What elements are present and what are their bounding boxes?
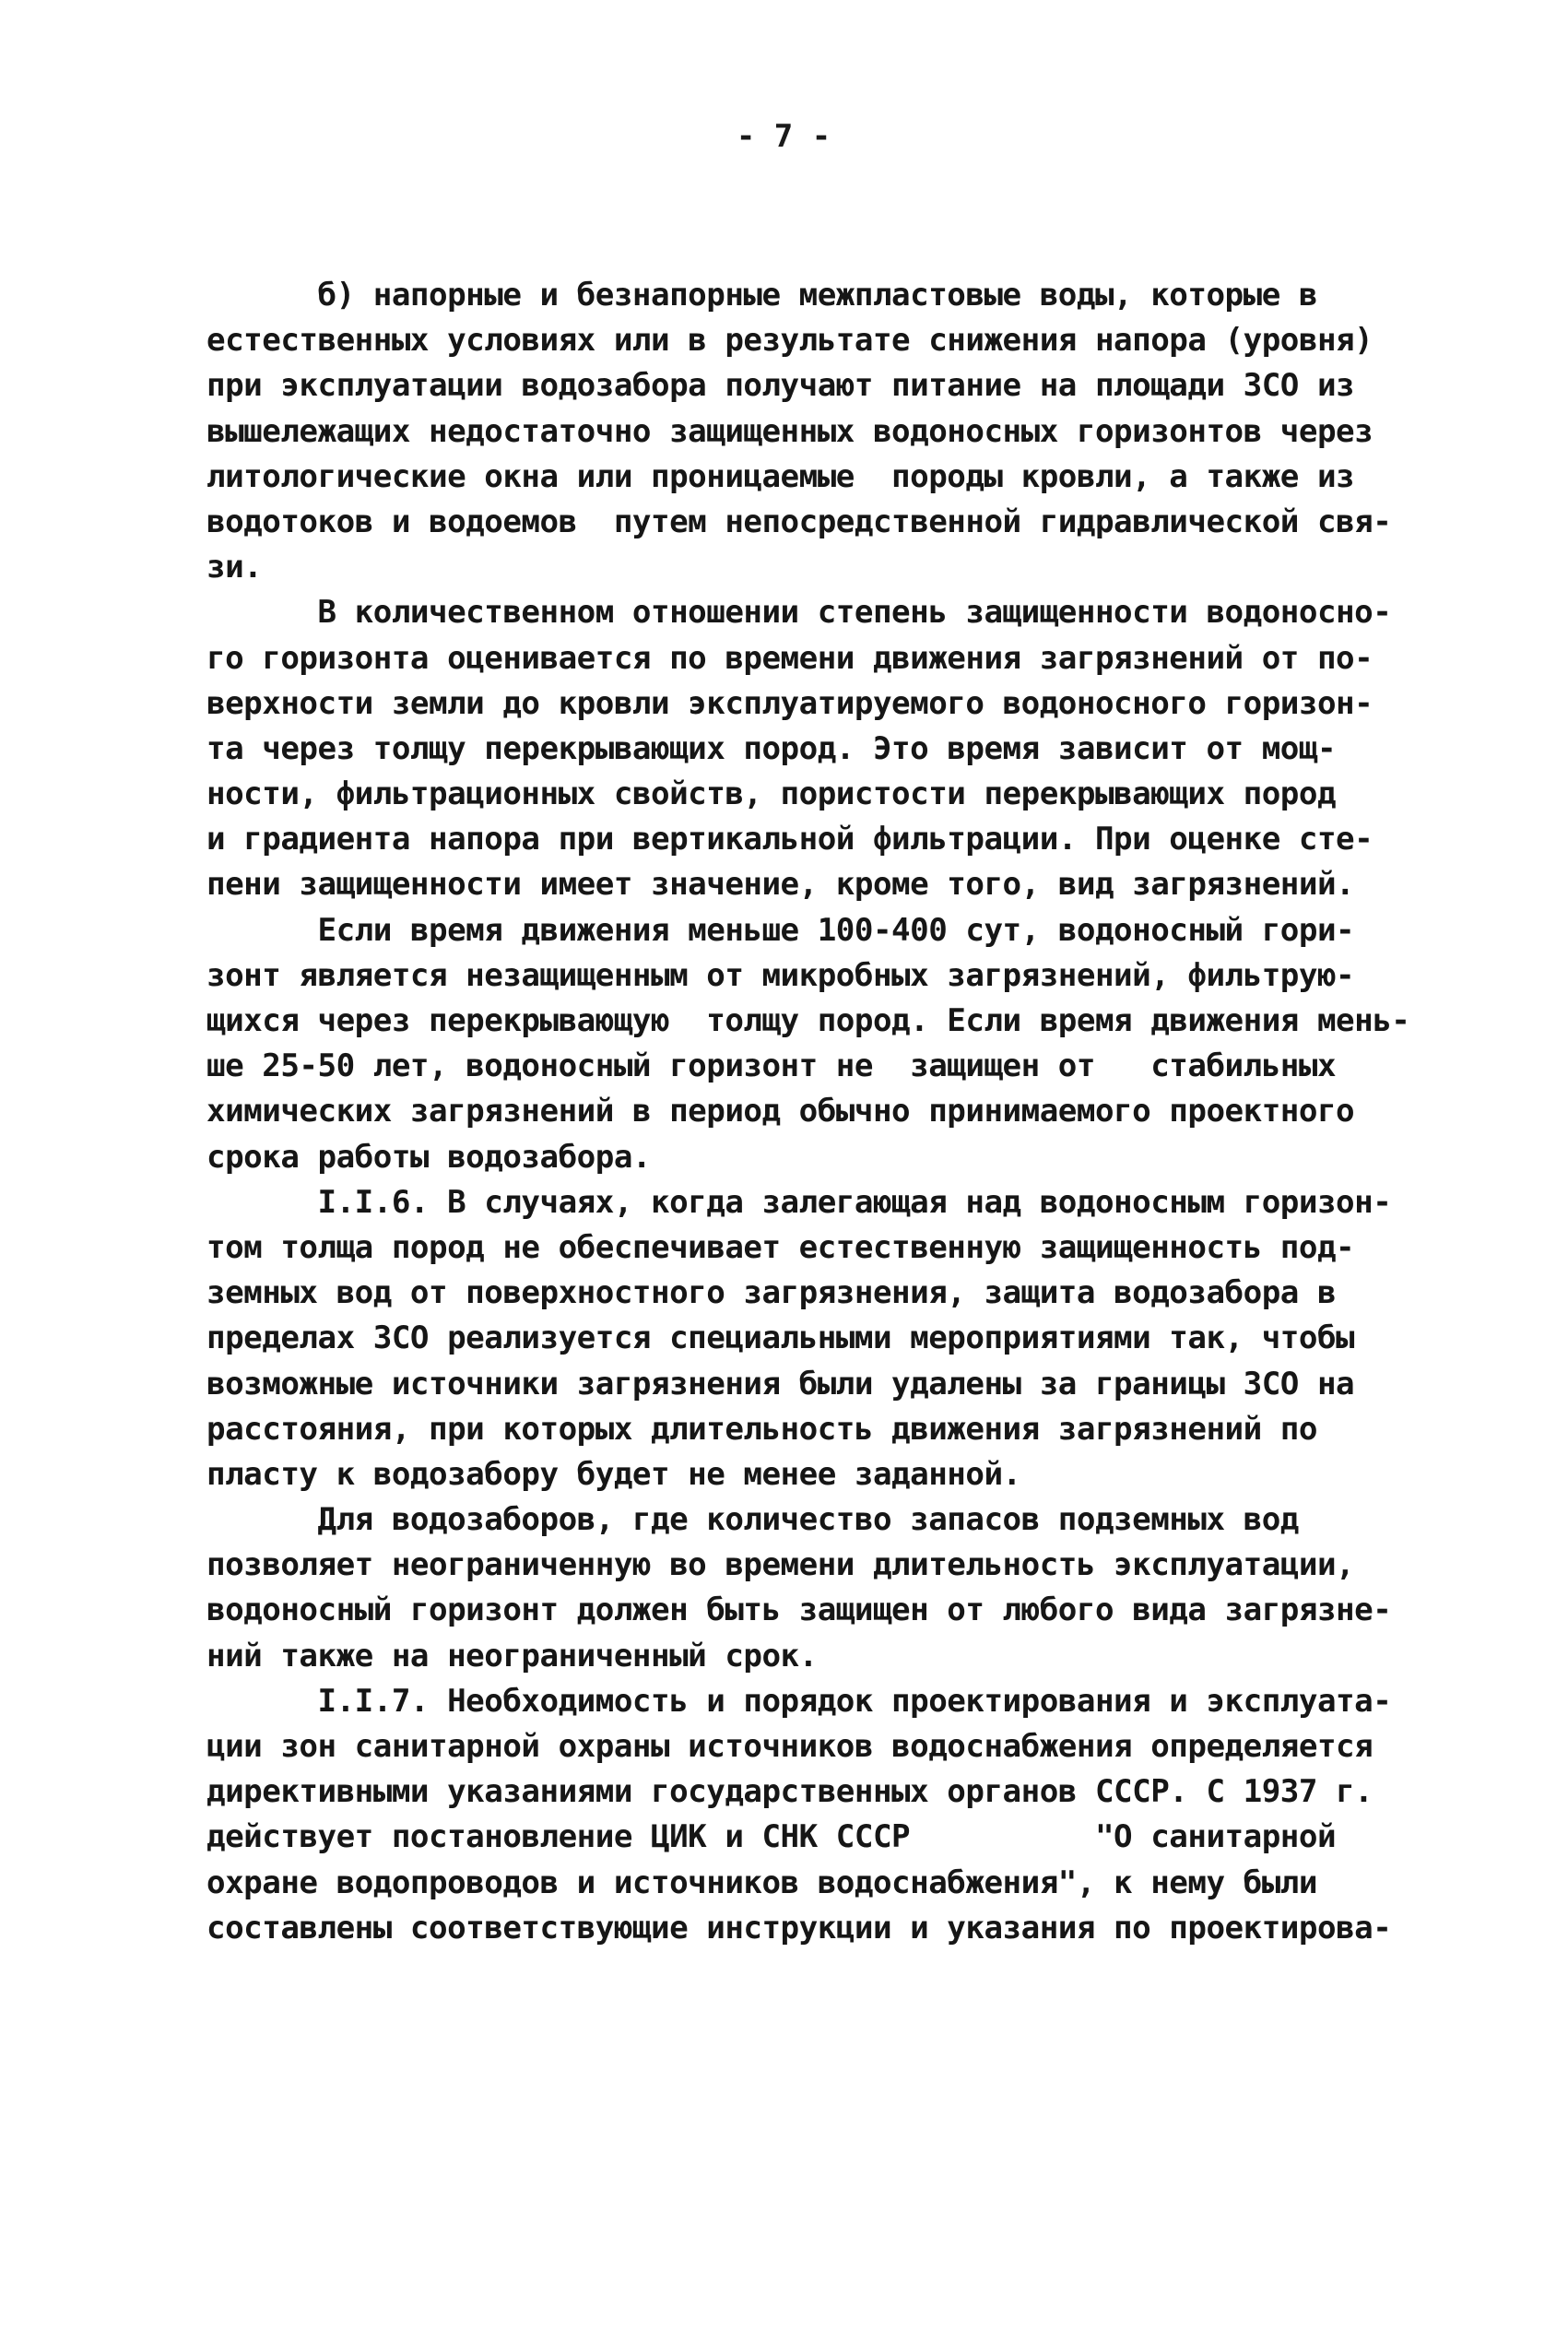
text-line: расстояния, при которых длительность движения загрязнений по: [206, 1410, 1317, 1448]
text-line: Для водозаборов, где количество запасов подземных вод: [206, 1501, 1299, 1539]
text-line: б) напорные и безнапорные межпластовые воды, которые в: [206, 277, 1317, 314]
text-line: щихся через перекрывающую толщу пород. Если время движения мень-: [206, 1002, 1410, 1039]
text-line: та через толщу перекрывающих пород. Это время зависит от мощ-: [206, 729, 1337, 767]
text-line: вышележащих недостаточно защищенных водоносных горизонтов через: [206, 412, 1373, 450]
text-line: В количественном отношении степень защищенности водоносно-: [206, 594, 1392, 632]
text-line: пласту к водозабору будет не менее заданной.: [206, 1455, 1021, 1493]
text-line: I.I.6. В случаях, когда залегающая над водоносным горизон-: [206, 1183, 1392, 1221]
text-line: составлены соответствующие инструкции и указания по проектирова-: [206, 1909, 1392, 1946]
text-line: при эксплуатации водозабора получают питание на площади ЗСО из: [206, 367, 1355, 405]
text-line: действует постановление ЦИК и СНК СССР "О санитарной: [206, 1818, 1337, 1856]
text-line: том толща пород не обеспечивает естественную защищенность под-: [206, 1228, 1355, 1266]
text-line: ше 25-50 лет, водоносный горизонт не защищен от стабильных: [206, 1047, 1337, 1085]
text-line: водотоков и водоемов путем непосредственной гидравлической свя-: [206, 503, 1392, 540]
text-line: водоносный горизонт должен быть защищен от любого вида загрязне-: [206, 1591, 1392, 1629]
text-line: Если время движения меньше 100-400 сут, водоносный гори-: [206, 911, 1355, 949]
text-line: и градиента напора при вертикальной фильтрации. При оценке сте-: [206, 821, 1373, 858]
text-line: го горизонта оценивается по времени движения загрязнений от по-: [206, 639, 1373, 677]
text-line: химических загрязнений в период обычно принимаемого проектного: [206, 1093, 1355, 1130]
text-line: позволяет неограниченную во времени длительность эксплуатации,: [206, 1546, 1355, 1584]
text-line: I.I.7. Необходимость и порядок проектирования и эксплуата-: [206, 1682, 1392, 1720]
page-number: - 7 -: [736, 118, 831, 155]
text-line: охране водопроводов и источников водоснабжения", к нему были: [206, 1864, 1317, 1901]
text-line: ний также на неограниченный срок.: [206, 1637, 818, 1674]
text-line: зи.: [206, 549, 263, 586]
text-line: земных вод от поверхностного загрязнения, защита водозабора в: [206, 1274, 1337, 1312]
text-line: возможные источники загрязнения были удалены за границы ЗСО на: [206, 1365, 1355, 1402]
text-line: пени защищенности имеет значение, кроме того, вид загрязнений.: [206, 866, 1355, 904]
text-line: директивными указаниями государственных органов СССР. С 1937 г.: [206, 1773, 1373, 1811]
text-line: ности, фильтрационных свойств, пористости перекрывающих пород: [206, 775, 1337, 813]
text-line: естественных условиях или в результате снижения напора (уровня): [206, 322, 1373, 360]
text-line: литологические окна или проницаемые породы кровли, а также из: [206, 457, 1355, 495]
text-line: срока работы водозабора.: [206, 1138, 651, 1176]
body-text: [206, 273, 1410, 1951]
text-line: верхности земли до кровли эксплуатируемого водоносного горизон-: [206, 684, 1373, 722]
text-line: пределах ЗСО реализуется специальными мероприятиями так, чтобы: [206, 1319, 1355, 1357]
text-line: ции зон санитарной охраны источников водоснабжения определяется: [206, 1728, 1373, 1765]
text-line: зонт является незащищенным от микробных загрязнений, фильтрую-: [206, 956, 1355, 994]
